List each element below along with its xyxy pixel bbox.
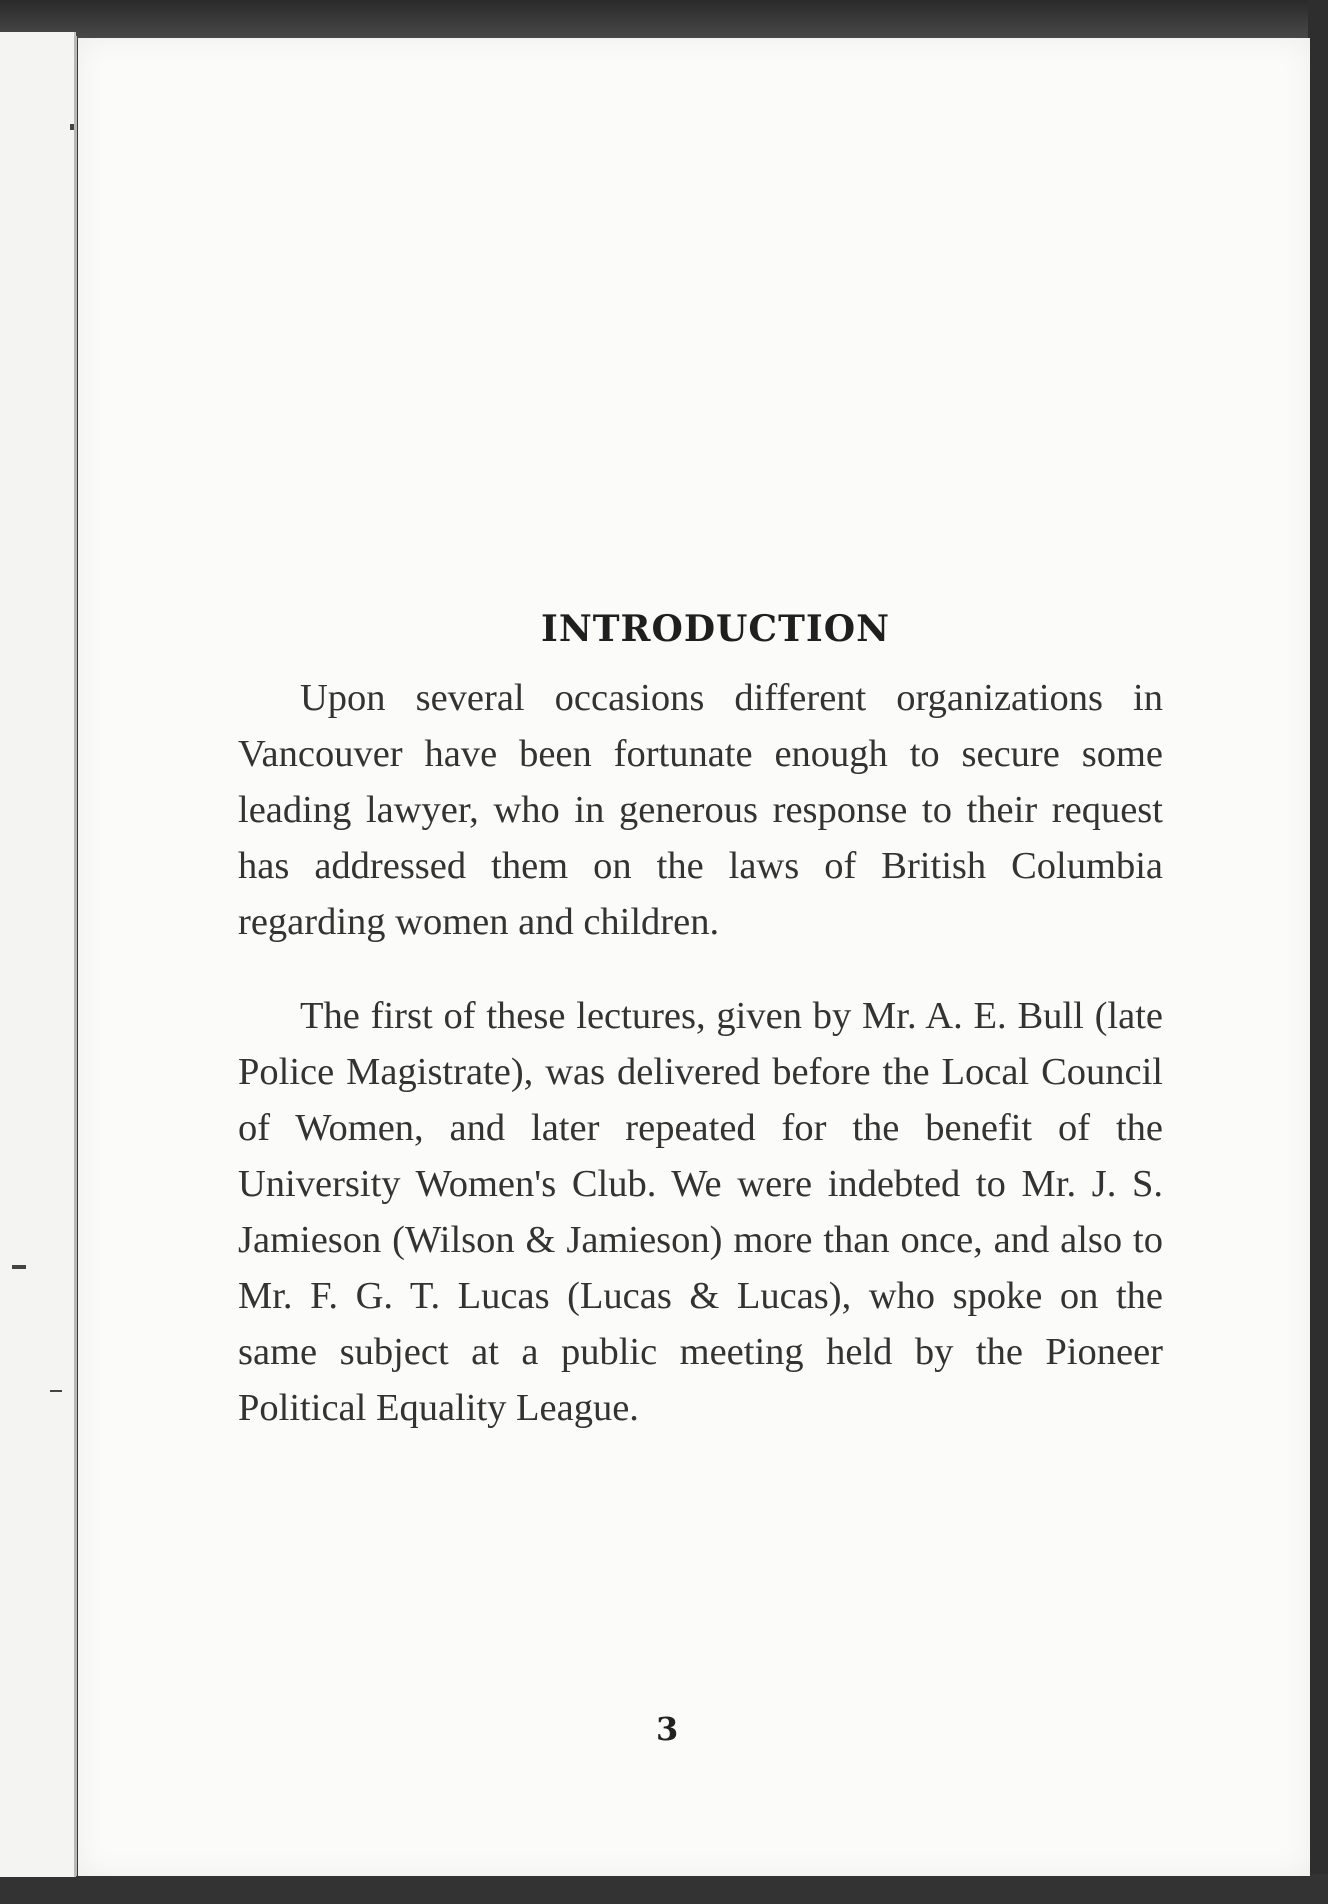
page-content [238,608,1163,1436]
book-page [78,38,1310,1876]
paragraph-2: The first of these lectures, given by Mr. A. E. Bull (late Police Magistrate), was delivered before the Local Council of Women, and later repeated for the benefit of the University Women's Club. We were indebted to Mr. J. S. Jamieson (Wilson & Jamieson) more than once, and also to Mr. F. G. T. Lucas (Lucas & Lucas), who spoke on the same subject at a public meeting held by the Pioneer Political Equality League. [238,995,1163,1429]
scan-border-top [0,0,1328,40]
scan-speck [50,1390,62,1392]
facing-page-edge [0,32,76,1877]
page-title: INTRODUCTION [541,608,890,650]
book-spine [74,36,77,1876]
scan-border-bottom [0,1874,1328,1904]
paragraph-1: Upon several occasions different organizations in Vancouver have been fortunate enough to secure some leading lawyer, who in generous response to their request has addressed them on the laws of British Columbia regarding women and children. [238,677,1163,943]
scan-speck [12,1265,26,1269]
scan-border-right [1308,0,1328,1904]
page-number: 3 [656,1710,679,1748]
